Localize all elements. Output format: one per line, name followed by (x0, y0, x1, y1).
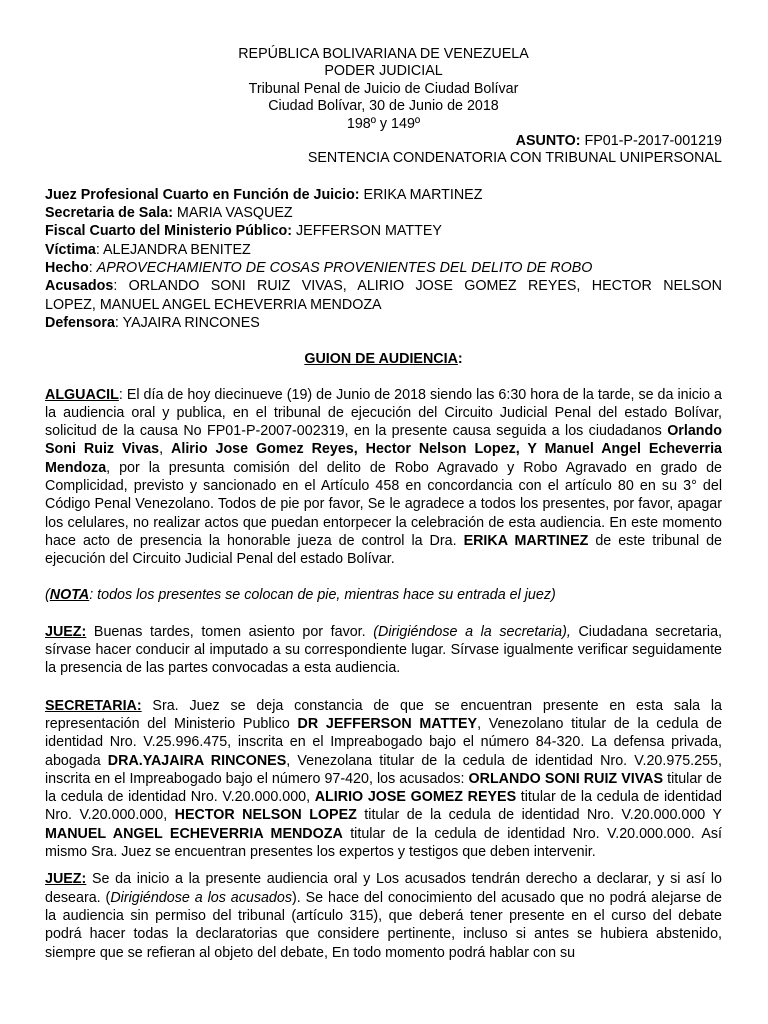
document-page (45, 46, 722, 962)
secretaria-bold-4: ALIRIO JOSE GOMEZ REYES (314, 789, 517, 806)
nota-label: NOTA (49, 587, 90, 604)
header-tribunal: Tribunal Penal de Juicio de Ciudad Bolívar (248, 80, 519, 97)
alguacil-text-4: de este tribunal de ejecución del Circuito Judicial Penal del estado Bolívar. (45, 532, 722, 568)
asunto-value: FP01-P-2017-001219 (580, 133, 722, 150)
nota-open-paren: ( (45, 587, 50, 604)
alguacil-text-2: , (159, 441, 172, 458)
info-secretaria (45, 204, 722, 222)
document-header (45, 46, 722, 133)
nota-text: : todos los presentes se colocan de pie, mientras hace su entrada el juez) (89, 587, 556, 604)
victima-value: : ALEJANDRA BENITEZ (95, 241, 251, 258)
secretaria-text-3: , Venezolana titular de la cedula de identidad Nro. V.20.975.255, inscrita en el Impreabogado bajo el número 97-420, los acusados: (45, 752, 722, 787)
alguacil-text-1: : El día de hoy diecinueve (19) de Junio de 2018 siendo las 6:30 hora de la tarde, se da inicio a la audiencia oral y publica, en el tribunal de ejecución del Circuito Judicial Penal del estado Bolívar, solicitud de la causa No FP01-P-2007-002319, en la presente causa seguida a los ciudadanos (45, 386, 722, 440)
acusados-value-1: : ORLANDO SONI RUIZ VIVAS, ALIRIO JOSE GOMEZ REYES, HECTOR NELSON (113, 278, 722, 295)
defensora-value: : YAJAIRA RINCONES (114, 314, 260, 331)
alguacil-bold-2: Alirio Jose Gomez Reyes, Hector Nelson Lopez, Y Manuel Angel Echeverria Mendoza (45, 441, 723, 476)
secretaria-label: Secretaria de Sala: (45, 205, 173, 222)
defensora-label: Defensora (45, 314, 115, 331)
fiscal-label: Fiscal Cuarto del Ministerio Público: (45, 223, 293, 240)
info-victima (45, 241, 722, 259)
juez-label: Juez Profesional Cuarto en Función de Juicio: (45, 186, 360, 203)
sentencia-title: SENTENCIA CONDENATORIA CON TRIBUNAL UNIPERSONAL (307, 150, 722, 167)
juez2-text-2: ). Se hace del conocimiento del acusado que no podrá alejarse de la audiencia sin permiso del tribunal (artículo 315), que deberá tener presente en el curso del debate podrá hacer todas la declaratorias que considere pertinente, incluso si antes se hubiera abstenido, siempre que se refieran al objeto del debate, En todo momento podrá hablar con su (45, 889, 722, 961)
hecho-value: APROVECHAMIENTO DE COSAS PROVENIENTES DEL DELITO DE ROBO (96, 260, 593, 277)
speaker-juez-2: JUEZ: (45, 871, 87, 888)
juez2-text-1: Se da inicio a la presente audiencia oral y Los acusados tendrán derecho a declarar, y si así lo deseara. ( (45, 871, 722, 906)
juez2-italic: Dirigiéndose a los acusados (110, 889, 292, 906)
info-fiscal (45, 222, 722, 240)
header-republica: REPÚBLICA BOLIVARIANA DE VENEZUELA (238, 46, 529, 62)
secretaria-text-5: titular de la cedula de identidad Nro. V.20.000.000, (45, 789, 722, 824)
header-anios: 198º y 149º (346, 115, 421, 132)
juez1-text-1: Buenas tardes, tomen asiento por favor. (86, 623, 374, 640)
secretaria-bold-2: DRA.YAJAIRA RINCONES (107, 752, 287, 769)
paragraph-juez-1 (45, 623, 722, 678)
acusados-label: Acusados (45, 278, 114, 295)
secretaria-text-7: titular de la cedula de identidad Nro. V.20.000.000. Así mismo Sra. Juez se encuentran presentes los expertos y testigos que deben intervenir. (45, 825, 723, 861)
juez1-italic: (Dirigiéndose a la secretaria), (373, 623, 571, 640)
secretaria-bold-3: ORLANDO SONI RUIZ VIVAS (468, 770, 664, 787)
secretaria-bold-6: MANUEL ANGEL ECHEVERRIA MENDOZA (45, 825, 343, 842)
secretaria-text-2: , Venezolano titular de la cedula de identidad Nro. V.25.996.475, inscrita en el Impreabogado bajo el número 84-320. La defensa privada, abogada (45, 715, 722, 769)
guion-title: GUION DE AUDIENCIA (304, 351, 458, 368)
info-acusados (45, 277, 722, 295)
secretaria-text-1: Sra. Juez se deja constancia de que se encuentran presente en esta sala la representación del Ministerio Publico (45, 697, 722, 732)
alguacil-bold-1: Orlando Soni Ruiz Vivas (45, 423, 722, 458)
speaker-alguacil: ALGUACIL (45, 386, 119, 403)
asunto-label: ASUNTO: (515, 133, 581, 150)
case-info (45, 186, 722, 332)
header-fecha: Ciudad Bolívar, 30 de Junio de 2018 (268, 98, 499, 115)
paragraph-juez-2 (45, 870, 722, 961)
fiscal-value: JEFFERSON MATTEY (292, 223, 442, 240)
info-defensora (45, 314, 722, 332)
secretaria-bold-1: DR JEFFERSON MATTEY (297, 715, 478, 732)
speaker-juez: JUEZ: (45, 623, 87, 640)
paragraph-alguacil (45, 386, 722, 569)
alguacil-bold-3: ERIKA MARTINEZ (463, 532, 589, 549)
header-poder-judicial: PODER JUDICIAL (324, 63, 443, 80)
hecho-label: Hecho (45, 260, 89, 277)
hecho-separator: : (88, 260, 97, 277)
paragraph-secretaria (45, 697, 722, 862)
juez-value: ERIKA MARTINEZ (359, 186, 483, 203)
info-juez (45, 186, 722, 204)
secretaria-text-6: titular de la cedula de identidad Nro. V.20.000.000 Y (356, 807, 722, 824)
speaker-secretaria: SECRETARIA: (45, 697, 142, 714)
guion-heading (45, 350, 722, 368)
paragraph-nota (45, 586, 722, 604)
victima-label: Víctima (45, 241, 96, 258)
juez1-text-2: Ciudadana secretaria, sírvase hacer conducir al imputado a su correspondiente lugar. Sírvase igualmente verificar seguidamente la presencia de las partes convocadas a esta audiencia. (45, 623, 722, 677)
guion-colon: : (457, 351, 463, 368)
info-acusados-cont: LOPEZ, MANUEL ANGEL ECHEVERRIA MENDOZA (45, 296, 382, 313)
secretaria-text-4: titular de la cedula de identidad Nro. V.20.000.000, (45, 770, 723, 806)
asunto-line (45, 133, 722, 150)
secretaria-value: MARIA VASQUEZ (172, 205, 293, 222)
alguacil-text-3: , por la presunta comisión del delito de Robo Agravado y Robo Agravado en grado de Complicidad, previsto y sancionado en el Artículo 458 en concordancia con el artículo 80 en su 3° del Código Penal Venezolano. Todos de pie por favor, Se le agradece a todos los presentes, por favor, apagar los celulares, no realizar actos que puedan entorpecer la celebración de esta audiencia. En este momento hace acto de presencia la honorable jueza de control la Dra. (45, 459, 722, 549)
info-hecho (45, 259, 722, 277)
secretaria-bold-5: HECTOR NELSON LOPEZ (174, 807, 357, 824)
